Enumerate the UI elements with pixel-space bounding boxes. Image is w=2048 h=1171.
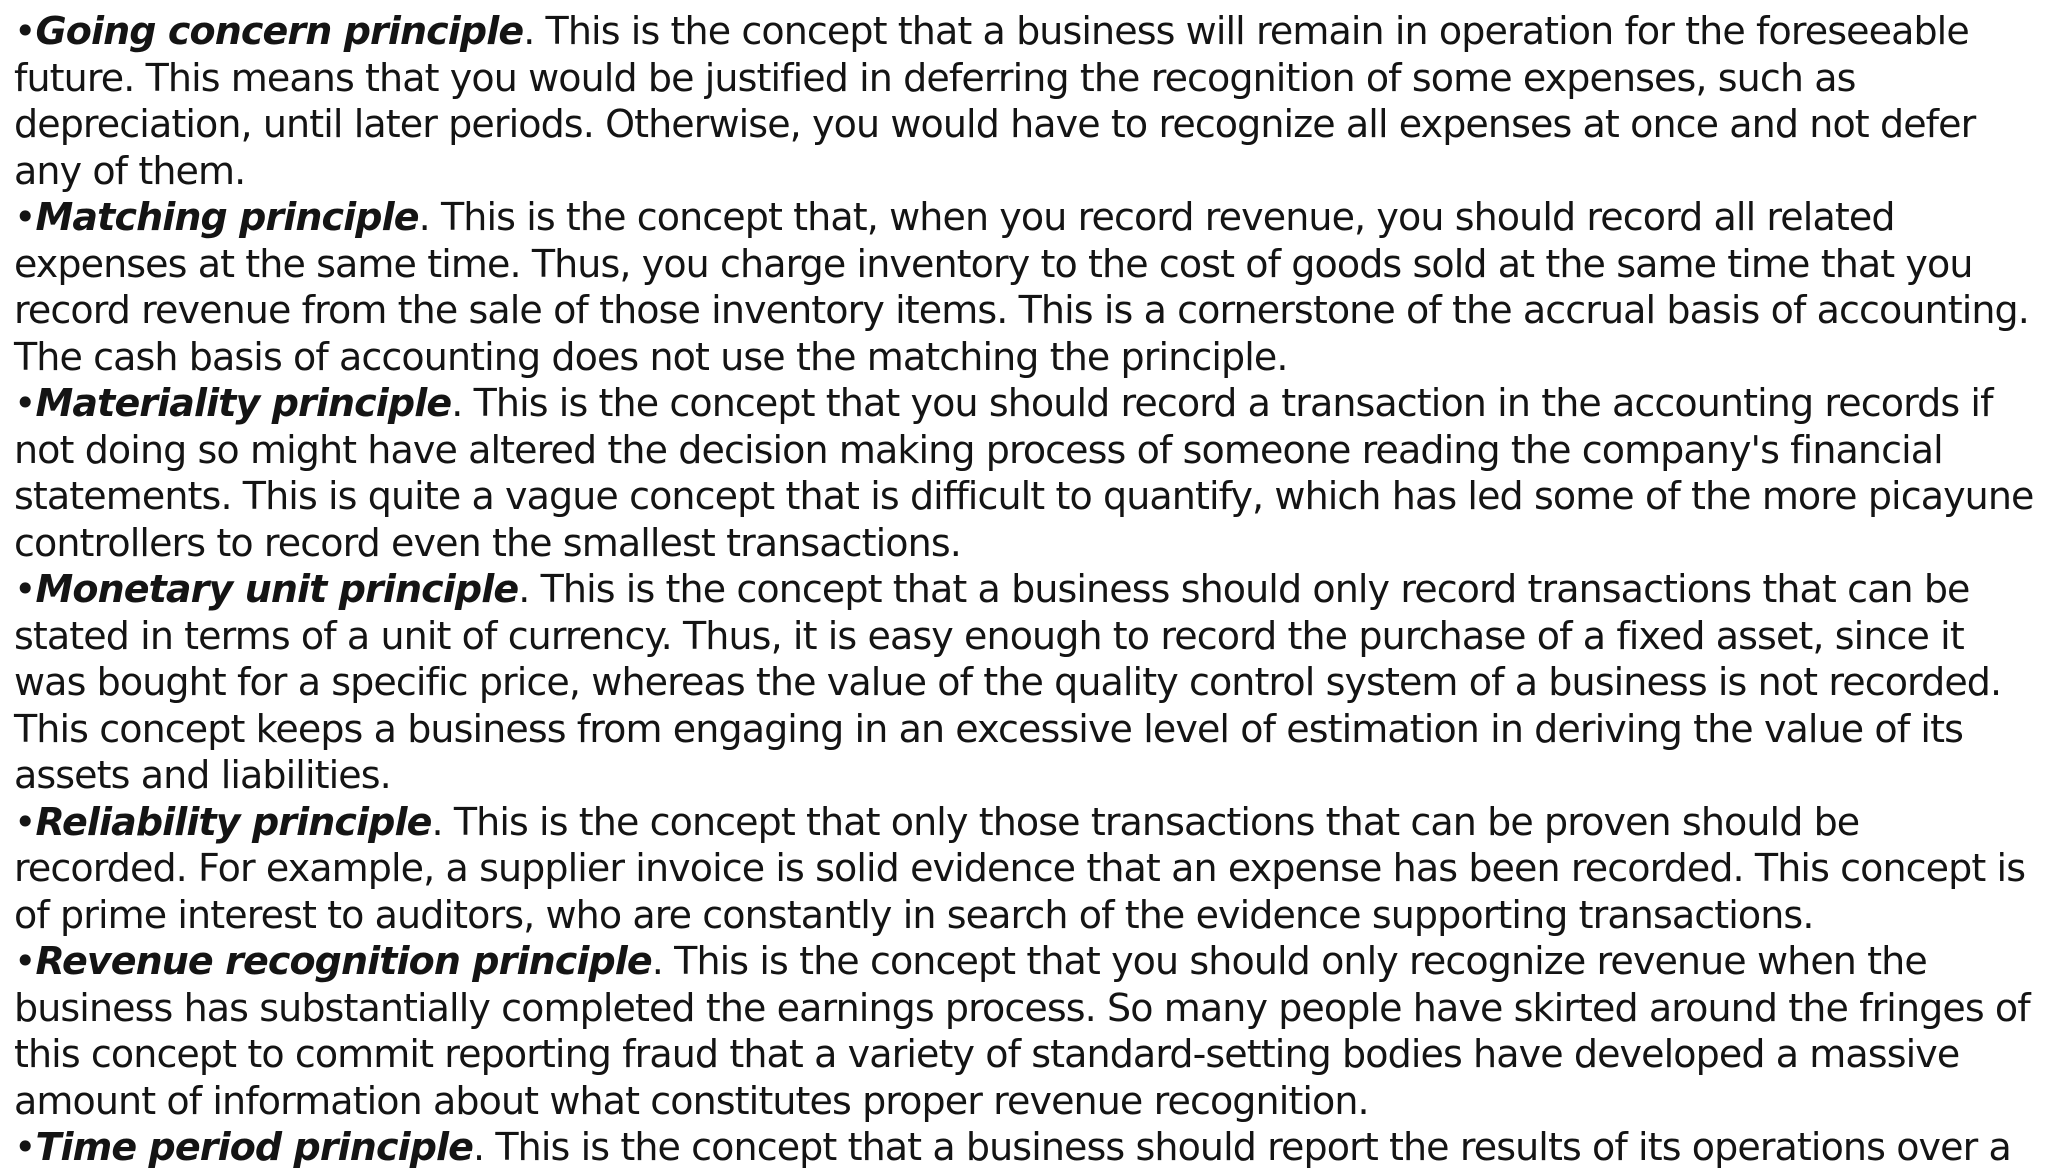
principle-description: . This is the concept that you should record a transaction in the accounting records if not doing so might have altered the decision making process of someone reading the company's financial statements. This is quite a vague concept that is difficult to quantify, which has led some of the more picayune controllers to record even the smallest transactions.	[14, 381, 2034, 565]
principle-term: Going concern principle	[35, 9, 524, 53]
principle-term: Monetary unit principle	[35, 567, 519, 611]
principles-list	[14, 8, 2038, 1171]
principle-description: . This is the concept that a business should only record transactions that can be stated in terms of a unit of currency. Thus, it is easy enough to record the purchase of a fixed asset, since it was bought for a specific price, whereas the value of the quality control system of a business is not recorded. This concept keeps a business from engaging in an excessive level of estimation in deriving the value of its assets and liabilities.	[14, 567, 2002, 797]
principle-reliability	[14, 799, 2038, 939]
bullet: •	[14, 9, 36, 53]
bullet: •	[14, 939, 36, 983]
principle-revenue-recognition	[14, 938, 2038, 1124]
principle-description: . This is the concept that a business should report the results of its operations over a	[473, 1125, 2011, 1169]
principle-term: Materiality principle	[35, 381, 452, 425]
principle-monetary-unit	[14, 566, 2038, 799]
principle-term: Reliability principle	[35, 799, 432, 844]
bullet: •	[14, 1125, 36, 1169]
principle-matching	[14, 194, 2038, 380]
bullet: •	[14, 381, 36, 425]
principle-description: . This is the concept that a business will remain in operation for the foreseeable future. This means that you would be justified in deferring the recognition of some expenses, such as depreciation, until later periods. Otherwise, you would have to recognize all expenses at once and not defer any of them.	[14, 9, 1976, 193]
bullet: •	[14, 195, 36, 239]
bullet: •	[14, 567, 36, 611]
principle-description: . This is the concept that you should only recognize revenue when the business has substantially completed the earnings process. So many people have skirted around the fringes of this concept to commit reporting fraud that a variety of standard-setting bodies have developed a massive amount of information about what constitutes proper revenue recognition.	[14, 939, 2030, 1123]
principle-term: Revenue recognition principle	[35, 939, 652, 983]
bullet: •	[14, 799, 36, 844]
principle-term: Time period principle	[35, 1125, 474, 1169]
principle-description: . This is the concept that, when you record revenue, you should record all related expenses at the same time. Thus, you charge inventory to the cost of goods sold at the same time that you record revenue from the sale of those inventory items. This is a cornerstone of the accrual basis of accounting. The cash basis of accounting does not use the matching the principle.	[14, 195, 2029, 379]
principle-materiality	[14, 380, 2038, 566]
principle-going-concern	[14, 8, 2038, 194]
principle-time-period	[14, 1124, 2038, 1171]
principle-description: . This is the concept that only those transactions that can be proven should be recorded. For example, a supplier invoice is solid evidence that an expense has been recorded. This concept is of prime interest to auditors, who are constantly in search of the evidence supporting transactions.	[14, 799, 2026, 937]
principle-term: Matching principle	[35, 195, 419, 239]
